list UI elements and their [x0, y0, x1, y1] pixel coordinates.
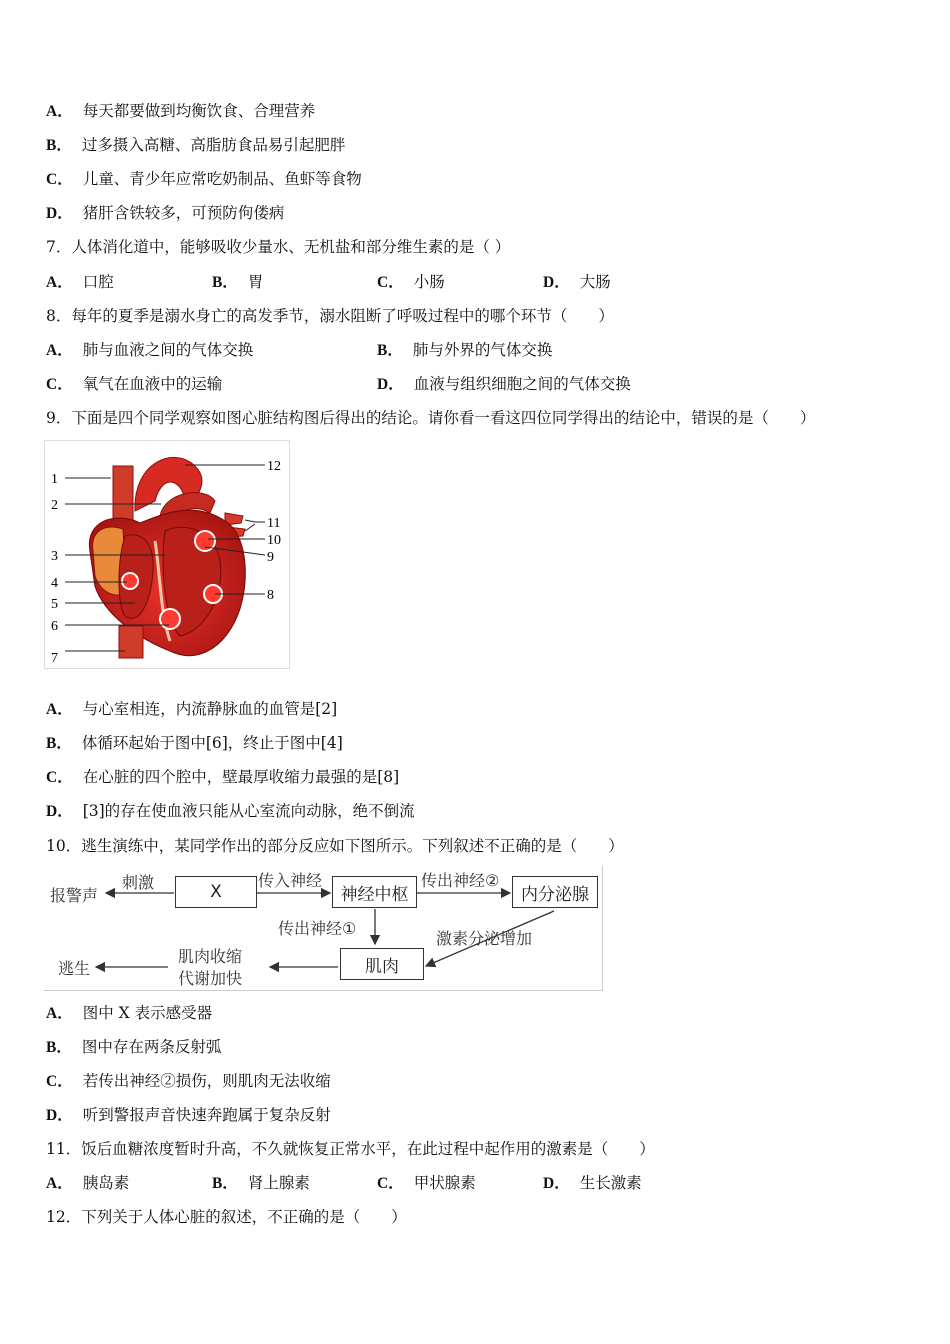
heart-label-12: 12 — [267, 459, 281, 474]
heart-label-10: 10 — [267, 533, 281, 548]
q10-option-b[interactable]: B． 图中存在两条反射弧 — [46, 1038, 222, 1056]
q9-option-d[interactable]: D． [3]的存在使血液只能从心室流向动脉，绝不倒流 — [46, 802, 415, 820]
q9-option-b[interactable]: B． 体循环起始于图中[6]，终止于图中[4] — [46, 734, 343, 752]
alarm-label: 报警声 — [50, 886, 99, 905]
heart-label-4: 4 — [51, 576, 58, 591]
heart-label-9: 9 — [267, 550, 274, 565]
q9-option-a[interactable]: A． 与心室相连，内流静脉血的血管是[2] — [46, 700, 338, 718]
heart-label-3: 3 — [51, 549, 58, 564]
q6-option-d[interactable]: D． 猪肝含铁较多，可预防佝偻病 — [46, 204, 285, 222]
efferent2-label: 传出神经② — [421, 871, 500, 890]
q8-option-b[interactable]: B． 肺与外界的气体交换 — [377, 341, 553, 359]
q8-stem: 8．每年的夏季是溺水身亡的高发季节，溺水阻断了呼吸过程中的哪个环节（ ） — [46, 307, 614, 325]
q10-option-a[interactable]: A． 图中 X 表示感受器 — [46, 1004, 213, 1022]
muscle-box: 肌肉 — [340, 948, 424, 980]
contract-label: 肌肉收缩 — [178, 947, 243, 966]
reflex-flow-diagram — [44, 866, 603, 991]
q6-option-b[interactable]: B． 过多摄入高糖、高脂肪食品易引起肥胖 — [46, 136, 346, 154]
escape-label: 逃生 — [58, 959, 91, 978]
q10-option-c[interactable]: C． 若传出神经②损伤，则肌肉无法收缩 — [46, 1072, 331, 1090]
endocrine-gland-box: 内分泌腺 — [512, 876, 598, 908]
q11-option-a[interactable]: A． 胰岛素 — [46, 1174, 130, 1192]
stimulus-label: 刺激 — [122, 873, 155, 892]
q6-option-a[interactable]: A． 每天都要做到均衡饮食、合理营养 — [46, 102, 316, 120]
heart-label-2: 2 — [51, 498, 58, 513]
nerve-center-box: 神经中枢 — [332, 876, 417, 908]
afferent-label: 传入神经 — [258, 871, 323, 890]
efferent1-label: 传出神经① — [278, 919, 357, 938]
q7-stem: 7．人体消化道中，能够吸收少量水、无机盐和部分维生素的是（ ） — [46, 238, 511, 256]
q7-option-c[interactable]: C． 小肠 — [377, 273, 445, 291]
q7-option-a[interactable]: A． 口腔 — [46, 273, 114, 291]
heart-label-8: 8 — [267, 588, 274, 603]
q11-option-c[interactable]: C． 甲状腺素 — [377, 1174, 476, 1192]
q9-option-c[interactable]: C． 在心脏的四个腔中，壁最厚收缩力最强的是[8] — [46, 768, 400, 786]
q6-option-c[interactable]: C． 儿童、青少年应常吃奶制品、鱼虾等食物 — [46, 170, 362, 188]
heart-label-11: 11 — [267, 516, 281, 531]
q7-option-b[interactable]: B． 胃 — [212, 273, 264, 291]
heart-diagram — [44, 440, 290, 669]
metabolism-label: 代谢加快 — [178, 969, 243, 988]
q11-stem: 11．饭后血糖浓度暂时升高，不久就恢复正常水平，在此过程中起作用的激素是（ ） — [46, 1140, 655, 1158]
q11-option-b[interactable]: B． 肾上腺素 — [212, 1174, 310, 1192]
q10-stem: 10．逃生演练中，某同学作出的部分反应如下图所示。下列叙述不正确的是（ ） — [46, 837, 624, 855]
q8-option-c[interactable]: C． 氧气在血液中的运输 — [46, 375, 223, 393]
heart-label-7: 7 — [51, 651, 58, 666]
heart-label-1: 1 — [51, 472, 58, 487]
q12-stem: 12．下列关于人体心脏的叙述，不正确的是（ ） — [46, 1208, 407, 1226]
hormone-label: 激素分泌增加 — [436, 929, 533, 948]
heart-label-5: 5 — [51, 597, 58, 612]
q8-option-d[interactable]: D． 血液与组织细胞之间的气体交换 — [377, 375, 631, 393]
heart-label-6: 6 — [51, 619, 58, 634]
x-box: X — [175, 876, 257, 908]
q8-option-a[interactable]: A． 肺与血液之间的气体交换 — [46, 341, 254, 359]
q11-option-d[interactable]: D． 生长激素 — [543, 1174, 642, 1192]
q9-stem: 9．下面是四个同学观察如图心脏结构图后得出的结论。请你看一看这四位同学得出的结论中，错误的是（ ） — [46, 409, 816, 427]
q10-option-d[interactable]: D． 听到警报声音快速奔跑属于复杂反射 — [46, 1106, 331, 1124]
q7-option-d[interactable]: D． 大肠 — [543, 273, 611, 291]
heart-illustration — [45, 441, 289, 668]
